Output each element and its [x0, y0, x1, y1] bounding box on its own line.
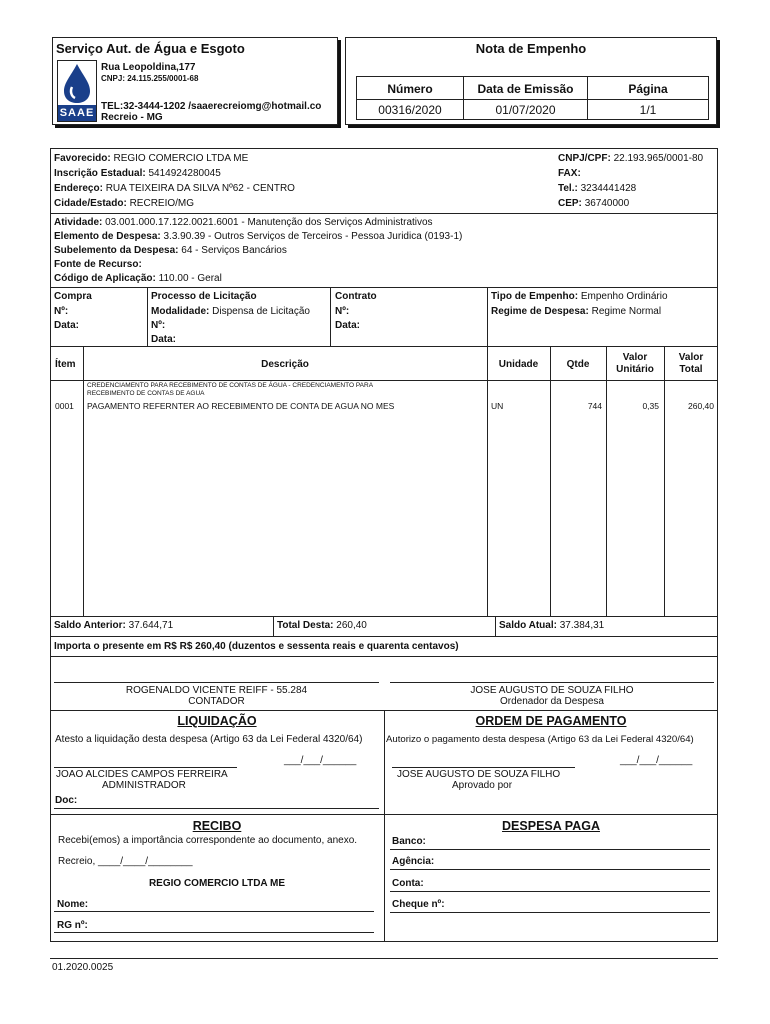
org-city: Recreio - MG [101, 112, 163, 123]
th-valor-unitario-1: Valor [622, 352, 648, 363]
saldo-anterior: Saldo Anterior: 37.644,71 [54, 620, 174, 631]
ordem-title: ORDEM DE PAGAMENTO [475, 714, 627, 728]
favorecido-row: Favorecido: REGIO COMERCIO LTDA ME [54, 153, 249, 164]
subelemento-row: Subelemento da Despesa: 64 - Serviços Bancários [54, 245, 287, 256]
water-drop-icon [58, 61, 96, 105]
pagina-value: 1/1 [639, 103, 657, 117]
th-valor-total-2: Total [679, 364, 703, 375]
processo-data-label: Data: [151, 334, 177, 345]
pagina-label: Página [628, 82, 668, 96]
ordenador-role: Ordenador da Despesa [500, 696, 604, 707]
footer-code: 01.2020.0025 [52, 962, 114, 973]
data-emissao-label: Data de Emissão [477, 82, 574, 96]
th-unidade: Unidade [498, 359, 539, 370]
item-unidade: UN [491, 401, 504, 411]
processo-label: Processo de Licitação [151, 291, 257, 302]
recibo-rg-label: RG nº: [57, 920, 88, 931]
numero-label: Número [387, 82, 433, 96]
saae-logo [57, 60, 97, 122]
contrato-data-label: Data: [335, 320, 361, 331]
ordem-name: JOSE AUGUSTO DE SOUZA FILHO [397, 769, 561, 780]
recibo-nome-label: Nome: [57, 899, 89, 910]
modalidade-row: Modalidade: Dispensa de Licitação [151, 306, 310, 317]
item-number: 0001 [55, 401, 74, 411]
ordem-date: ___/___/______ [620, 755, 693, 766]
fonte-row: Fonte de Recurso: [54, 259, 142, 270]
recibo-text: Recebi(emos) a importância correspondente ao documento, anexo. [58, 835, 358, 846]
contador-role: CONTADOR [188, 696, 245, 707]
contrato-no-label: Nº: [335, 306, 350, 317]
liquidacao-role: ADMINISTRADOR [102, 780, 186, 791]
contrato-label: Contrato [335, 291, 377, 302]
th-valor-unitario-2: Unitário [616, 364, 654, 375]
compra-label: Compra [54, 291, 92, 302]
org-cnpj: CNPJ: 24.115.255/0001-68 [101, 74, 199, 83]
endereco-row: Endereço: RUA TEIXEIRA DA SILVA Nº62 - CENTRO [54, 183, 295, 194]
ordem-role: Aprovado por [452, 780, 513, 791]
th-item: Ítem [55, 359, 76, 370]
compra-no-label: Nº: [54, 306, 69, 317]
liquidacao-date: ___/___/______ [284, 755, 357, 766]
header-org-box [52, 37, 338, 125]
processo-no-label: Nº: [151, 320, 166, 331]
item-descricao: PAGAMENTO REFERNTER AO RECEBIMENTO DE CONTA DE AGUA NO MES [87, 401, 395, 411]
th-qtde: Qtde [566, 359, 590, 370]
data-emissao-value: 01/07/2020 [495, 103, 556, 117]
th-descricao: Descrição [261, 359, 309, 370]
item-note-2: RECEBIMENTO DE CONTAS DE AGUA [87, 390, 205, 397]
cheque-label: Cheque nº: [392, 899, 445, 910]
tipo-empenho-row: Tipo de Empenho: Empenho Ordinário [491, 291, 668, 302]
item-qtde: 744 [587, 401, 602, 411]
th-valor-total-1: Valor [678, 352, 704, 363]
logo-text: SAAE [59, 107, 95, 119]
ordenador-name: JOSE AUGUSTO DE SOUZA FILHO [470, 685, 634, 696]
recibo-company: REGIO COMERCIO LTDA ME [148, 878, 286, 889]
cep-row: CEP: 36740000 [558, 198, 630, 209]
recibo-recreio: Recreio, ____/____/________ [58, 856, 193, 867]
inscricao-row: Inscrição Estadual: 5414924280045 [54, 168, 221, 179]
doc-title: Nota de Empenho [475, 41, 587, 56]
item-note-1: CREDENCIAMENTO PARA RECEBIMENTO DE CONTAS DE ÁGUA - CREDENCIAMENTO PARA [87, 382, 374, 389]
fax-row: FAX: [558, 168, 581, 179]
liquidacao-name: JOAO ALCIDES CAMPOS FERREIRA [56, 769, 228, 780]
item-valor-total: 260,40 [688, 401, 714, 411]
regime-row: Regime de Despesa: Regime Normal [491, 306, 662, 317]
numero-box [356, 76, 464, 120]
ordem-text: Autorizo o pagamento desta despesa (Artigo 63 da Lei Federal 4320/64) [386, 734, 694, 745]
org-name: Serviço Aut. de Água e Esgoto [56, 41, 245, 56]
atividade-row: Atividade: 03.001.000.17.122.0021.6001 - Manutenção dos Serviços Administrativos [54, 217, 433, 228]
liquidacao-doc-label: Doc: [55, 795, 78, 806]
org-address: Rua Leopoldina,177 [101, 62, 196, 73]
item-valor-unitario: 0,35 [642, 401, 659, 411]
recibo-title: RECIBO [192, 819, 242, 833]
cidade-row: Cidade/Estado: RECREIO/MG [54, 198, 195, 209]
header-doc-box [345, 37, 717, 125]
despesa-paga-title: DESPESA PAGA [502, 819, 600, 833]
pagina-box [587, 76, 709, 120]
numero-value: 00316/2020 [378, 103, 442, 117]
elemento-row: Elemento de Despesa: 3.3.90.39 - Outros Serviços de Terceiros - Pessoa Juridica (0193-1) [54, 231, 463, 242]
compra-data-label: Data: [54, 320, 80, 331]
banco-label: Banco: [392, 836, 426, 847]
total-desta: Total Desta: 260,40 [277, 620, 367, 631]
liquidacao-title: LIQUIDAÇÃO [177, 714, 257, 728]
tel-row: Tel.: 3234441428 [558, 183, 637, 194]
liquidacao-text: Atesto a liquidação desta despesa (Artigo 63 da Lei Federal 4320/64) [55, 734, 363, 745]
data-emissao-box [463, 76, 588, 120]
cnpj-row: CNPJ/CPF: 22.193.965/0001-80 [558, 153, 704, 164]
conta-label: Conta: [392, 878, 424, 889]
contador-name: ROGENALDO VICENTE REIFF - 55.284 [125, 685, 308, 696]
codigo-row: Código de Aplicação: 110.00 - Geral [54, 273, 222, 284]
saldo-atual: Saldo Atual: 37.384,31 [499, 620, 605, 631]
org-contact: TEL:32-3444-1202 /saaerecreiomg@hotmail.co [101, 101, 322, 112]
agencia-label: Agência: [392, 856, 435, 867]
importa-text: Importa o presente em R$ R$ 260,40 (duzentos e sessenta reais e quarenta centavos) [54, 641, 459, 652]
